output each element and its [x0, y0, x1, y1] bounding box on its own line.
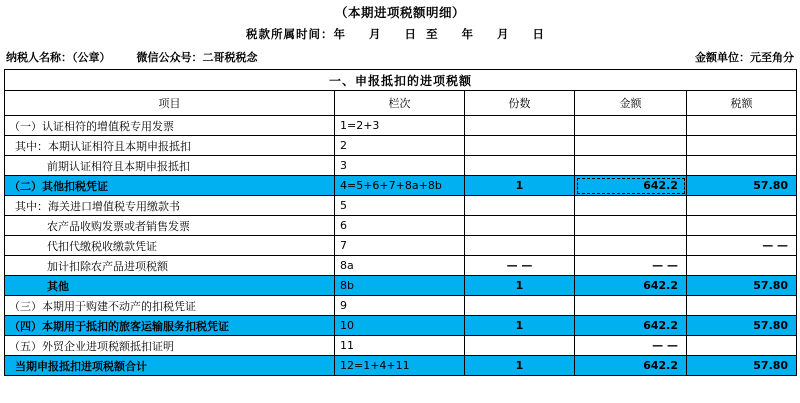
row-amount-value: — —: [575, 256, 687, 276]
row-line-code: 4=5+6+7+8a+8b: [335, 176, 465, 196]
row-count-value: [465, 156, 575, 176]
period-blanks: 年 月 日至 年 月 日: [333, 27, 555, 41]
table-row: [5, 176, 797, 196]
col-header-tax: 税额: [687, 91, 797, 116]
row-amount-value: 642.2: [575, 316, 687, 336]
table-row: [5, 356, 797, 376]
row-amount-value: [575, 136, 687, 156]
row-tax-value: 57.80: [687, 176, 797, 196]
col-header-amount: 金额: [575, 91, 687, 116]
row-line-code: 11: [335, 336, 465, 356]
row-item-label: 农产品收购发票或者销售发票: [5, 216, 335, 236]
row-tax-value: [687, 216, 797, 236]
row-line-code: 8a: [335, 256, 465, 276]
row-tax-value: [687, 116, 797, 136]
row-item-label: 加计扣除农产品进项税额: [5, 256, 335, 276]
row-tax-value: [687, 156, 797, 176]
col-header-item: 项目: [5, 91, 335, 116]
document-title: （本期进项税额明细）: [334, 5, 465, 20]
row-item-label: （四）本期用于抵扣的旅客运输服务扣税凭证: [5, 316, 335, 336]
row-line-code: 12=1+4+11: [335, 356, 465, 376]
row-line-code: 10: [335, 316, 465, 336]
row-tax-value: [687, 196, 797, 216]
row-count-value: 1: [465, 356, 575, 376]
row-amount-value: [575, 156, 687, 176]
row-count-value: [465, 236, 575, 256]
row-count-value: [465, 336, 575, 356]
col-header-count: 份数: [465, 91, 575, 116]
row-item-label: 当期申报抵扣进项税额合计: [5, 356, 335, 376]
period-label: 税款所属时间：: [245, 27, 334, 41]
input-tax-detail-table: [4, 69, 797, 376]
row-count-value: [465, 136, 575, 156]
table-row: [5, 196, 797, 216]
row-tax-value: 57.80: [687, 356, 797, 376]
period-line: [4, 21, 796, 42]
amount-unit-label: 金额单位：元至角分: [695, 51, 794, 64]
table-row: [5, 296, 797, 316]
section-header-row: [5, 70, 797, 91]
row-tax-value: 57.80: [687, 276, 797, 296]
table-row: [5, 136, 797, 156]
row-line-code: 3: [335, 156, 465, 176]
table-body: [5, 70, 797, 376]
table-row: [5, 236, 797, 256]
row-item-label: （五）外贸企业进项税额抵扣证明: [5, 336, 335, 356]
table-row: [5, 216, 797, 236]
table-row: [5, 316, 797, 336]
table-row: [5, 156, 797, 176]
table-row: [5, 256, 797, 276]
row-amount-value: 642.2: [575, 356, 687, 376]
taxpayer-name-label: 纳税人名称：（公章）: [6, 51, 111, 64]
row-item-label: （二）其他扣税凭证: [5, 176, 335, 196]
row-tax-value: [687, 256, 797, 276]
row-tax-value: [687, 336, 797, 356]
row-amount-value: [575, 236, 687, 256]
row-item-label: 其他: [5, 276, 335, 296]
row-amount-value: [575, 216, 687, 236]
row-item-label: 前期认证相符且本期申报抵扣: [5, 156, 335, 176]
row-count-value: 1: [465, 176, 575, 196]
row-amount-value: 642.2: [575, 176, 687, 196]
row-amount-value: [575, 296, 687, 316]
row-count-value: [465, 196, 575, 216]
row-tax-value: [687, 296, 797, 316]
col-header-code: 栏次: [335, 91, 465, 116]
row-item-label: 代扣代缴税收缴款凭证: [5, 236, 335, 256]
row-amount-value: [575, 116, 687, 136]
row-line-code: 8b: [335, 276, 465, 296]
row-count-value: — —: [465, 256, 575, 276]
wechat-account-label: 微信公众号：二哥税税念: [136, 51, 258, 64]
table-row: [5, 336, 797, 356]
row-line-code: 1=2+3: [335, 116, 465, 136]
row-count-value: 1: [465, 276, 575, 296]
section-title: 一、申报抵扣的进项税额: [5, 70, 797, 91]
row-line-code: 2: [335, 136, 465, 156]
row-count-value: [465, 296, 575, 316]
row-item-label: （三）本期用于购建不动产的扣税凭证: [5, 296, 335, 316]
row-line-code: 5: [335, 196, 465, 216]
column-header-row: [5, 91, 797, 116]
row-tax-value: [687, 136, 797, 156]
meta-row: [4, 42, 796, 69]
row-amount-value: [575, 196, 687, 216]
row-amount-value: — —: [575, 336, 687, 356]
row-line-code: 9: [335, 296, 465, 316]
row-item-label: （一）认证相符的增值税专用发票: [5, 116, 335, 136]
row-line-code: 6: [335, 216, 465, 236]
row-amount-value: 642.2: [575, 276, 687, 296]
row-count-value: [465, 216, 575, 236]
row-count-value: 1: [465, 316, 575, 336]
table-row: [5, 276, 797, 296]
row-line-code: 7: [335, 236, 465, 256]
row-item-label: 其中：本期认证相符且本期申报抵扣: [5, 136, 335, 156]
row-item-label: 其中：海关进口增值税专用缴款书: [5, 196, 335, 216]
row-count-value: [465, 116, 575, 136]
row-tax-value: — —: [687, 236, 797, 256]
table-row: [5, 116, 797, 136]
row-tax-value: 57.80: [687, 316, 797, 336]
